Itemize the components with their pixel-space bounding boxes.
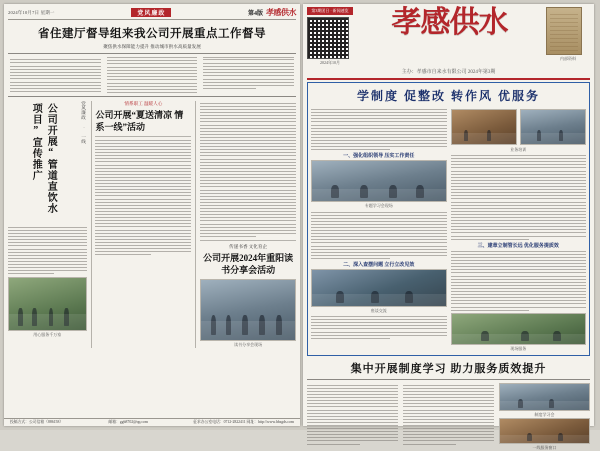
feature-subhead-2: 二、深入查摆问题 立行立改见效 (343, 263, 415, 268)
feature-photo-caption-4: 现场服务 (510, 345, 527, 351)
inner-note: 内部资料 (560, 56, 576, 61)
feature-col-2 (451, 107, 587, 352)
footer-right: 征求办公室电话：0712-2822411 网址：http://www.hbsgds.com (193, 420, 294, 424)
column-right (200, 101, 296, 348)
column-mid-headline: 公司开展“夏送清凉 情系一线”活动 (95, 109, 184, 132)
feature-photo-caption-1: 专题学习会现场 (364, 203, 393, 209)
qr-block (307, 7, 353, 66)
bottom-body-2 (403, 383, 494, 451)
column-mid-kicker: 情系职工 温暖人心 (124, 100, 163, 106)
masthead (357, 7, 542, 39)
photo-outreach (8, 277, 87, 331)
section-label: 党风廉政 (131, 8, 171, 17)
footer-mid: 邮箱：ggb8702@qq.com (108, 420, 148, 424)
photo-feature-5 (451, 313, 587, 345)
feature-col-1 (311, 107, 447, 352)
right-page-header (307, 7, 590, 66)
publication-date: 2024年10月7日 星期一 (8, 9, 55, 15)
lead-article-body (8, 57, 296, 93)
column-left (8, 101, 87, 348)
issue-badge: 第3期团日 · 新闻速览 (307, 7, 353, 15)
column-mid-body (95, 140, 191, 255)
feature-subhead-3: 三、建章立制管长远 优化服务提质效 (477, 243, 559, 249)
left-page-topbar (8, 7, 296, 20)
photo-feature-3 (451, 109, 517, 145)
feature-photo-caption-2: 座谈交流 (370, 308, 387, 313)
bottom-photo-caption-2: 一线服务窗口 (532, 444, 557, 450)
column-right-headline: 公司开展2024年重阳读书分享会活动 (203, 252, 294, 275)
column-right-kicker: 传递书香 文化育企 (229, 243, 268, 249)
photo-caption-left: 用心服务千万家 (33, 332, 62, 338)
feature-subhead-1: 一、强化组织领导 压实工作责任 (343, 154, 415, 160)
lead-headline: 省住建厅督导组来我公司开展重点工作督导 (38, 28, 266, 40)
left-columns (8, 101, 296, 348)
vertical-kicker: 党风廉政 · 一线 (81, 100, 87, 144)
bottom-photo-caption-1: 制度学习会 (534, 411, 555, 417)
photo-caption-right: 读书分享会现场 (234, 341, 263, 347)
banner-ornament-icon (546, 7, 582, 55)
column-left-body (8, 227, 87, 274)
photo-bottom-1 (499, 383, 590, 411)
column-mid (95, 101, 191, 348)
right-page (303, 4, 594, 450)
issue-note: 2024年10月 (320, 60, 340, 65)
page-number: 第4版 (247, 11, 263, 17)
column-right-body-top (200, 103, 296, 237)
masthead-title: 孝感供水 (391, 5, 508, 40)
feature-title: 学制度 促整改 转作风 优服务 (356, 89, 540, 103)
bottom-body-1 (307, 383, 398, 451)
masthead-subtitle: 主办：孝感市自来水有限公司 2024年第3期 (401, 70, 496, 75)
left-page (4, 4, 300, 426)
bottom-columns (307, 383, 590, 451)
vertical-headline: 公司开展“管道直饮水项目”宣传推广 (30, 102, 57, 214)
feature-photo-caption-3: 业务培训 (510, 147, 527, 152)
photo-reading-session (200, 279, 296, 341)
photo-feature-1 (311, 160, 447, 202)
photo-feature-2 (311, 269, 447, 307)
left-page-footer (4, 418, 300, 425)
bottom-photos (499, 383, 590, 451)
photo-feature-4 (520, 109, 586, 145)
lead-subhead: 聚焦供水保障能力提升 推动城市供水高质量发展 (103, 44, 201, 49)
masthead-mini: 孝感供水 (266, 7, 296, 17)
feature-article (307, 82, 590, 356)
photo-bottom-2 (499, 418, 590, 444)
qr-code-icon[interactable] (307, 17, 349, 59)
bottom-headline: 集中开展制度学习 助力服务质效提升 (350, 362, 547, 375)
footer-left: 投稿方式：公司信箱（886158） (10, 420, 64, 424)
